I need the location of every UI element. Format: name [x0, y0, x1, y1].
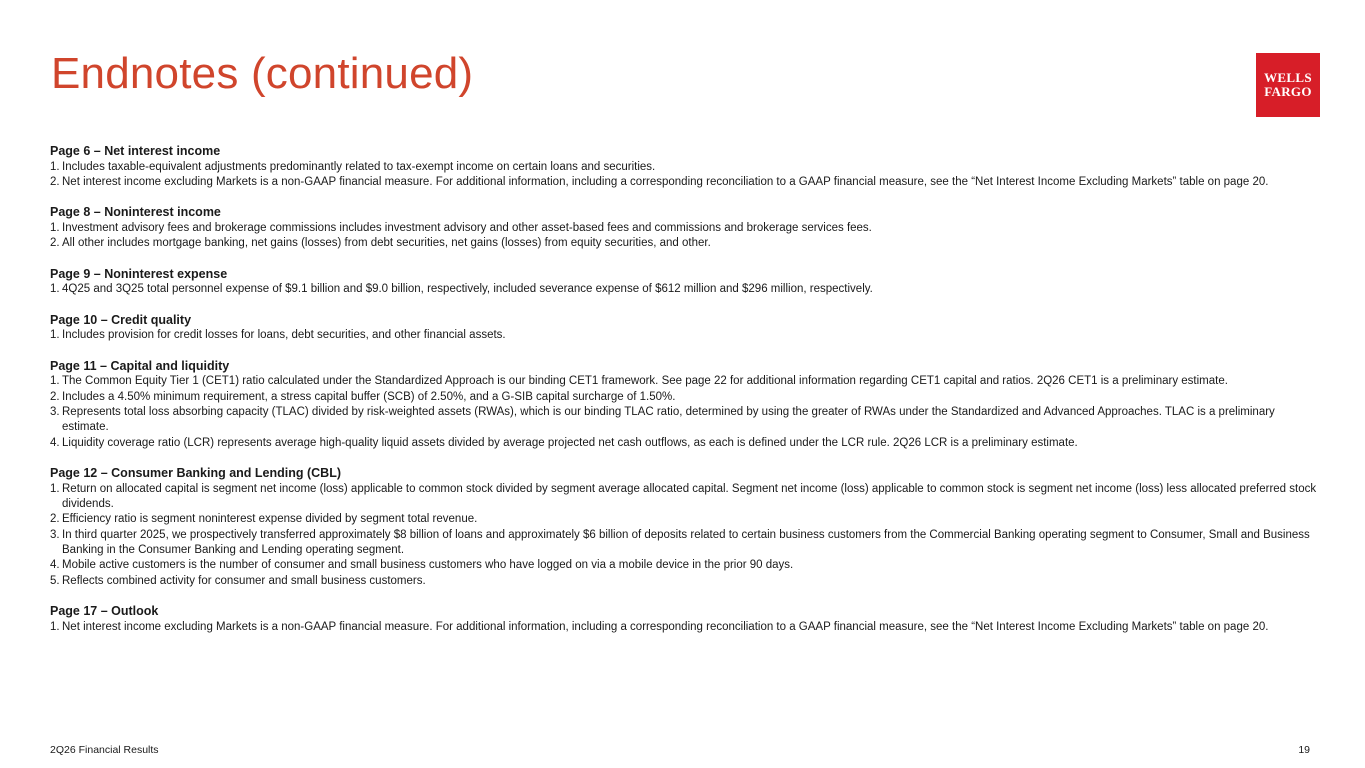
- logo-line-1: WELLS: [1264, 70, 1312, 85]
- endnote-number: 1.: [50, 375, 60, 388]
- section-heading: Page 6 – Net interest income: [50, 144, 221, 158]
- endnote-item: [50, 436, 1320, 451]
- endnote-item: [50, 175, 1320, 190]
- endnote-text: 4Q25 and 3Q25 total personnel expense of $9.1 billion and $9.0 billion, respectively, included severance expense of $612 million and $296 million, respectively.: [62, 283, 873, 296]
- endnote-number: 2.: [50, 175, 60, 188]
- endnote-item: [50, 282, 1320, 297]
- section-heading: Page 10 – Credit quality: [50, 312, 192, 327]
- endnote-text: Return on allocated capital is segment net income (loss) applicable to common stock divided by segment average allocated capital. Segment net income (loss) applicable to common stock is segment net income (loss) less allocated preferred stock dividends.: [62, 482, 1317, 511]
- section-heading: Page 9 – Noninterest expense: [50, 266, 228, 281]
- endnote-section: [50, 466, 1320, 589]
- endnote-item: [50, 512, 1320, 527]
- endnote-text: Reflects combined activity for consumer and small business customers.: [62, 574, 426, 587]
- endnote-number: 1.: [50, 482, 60, 495]
- endnote-number: 5.: [50, 574, 60, 587]
- endnote-item: [50, 160, 1320, 175]
- endnote-item: [50, 236, 1320, 251]
- section-heading: Page 12 – Consumer Banking and Lending (CBL): [50, 466, 342, 481]
- page-number: 19: [1298, 744, 1310, 756]
- endnote-item: [50, 328, 1320, 343]
- endnote-section: [50, 144, 1320, 190]
- endnote-number: 3.: [50, 406, 60, 419]
- endnote-item: [50, 221, 1320, 236]
- endnote-item: [50, 558, 1320, 573]
- endnote-number: 1.: [50, 283, 60, 296]
- endnote-section: [50, 267, 1320, 298]
- endnote-item: [50, 482, 1320, 513]
- endnote-text: Represents total loss absorbing capacity (TLAC) divided by risk-weighted assets (RWAs), which is our binding TLAC ratio, determined by using the greater of RWAs under the Standardized and Advanced Approaches. TLAC is a preliminary estimate.: [62, 406, 1275, 434]
- endnote-number: 2.: [50, 237, 60, 250]
- endnote-text: Liquidity coverage ratio (LCR) represents average high-quality liquid assets divided by average projected net cash outflows, as each is defined under the LCR rule. 2Q26 LCR is a preliminary estimate.: [62, 436, 1078, 449]
- endnote-section: [50, 604, 1320, 635]
- wells-fargo-logo: [1256, 53, 1320, 117]
- endnote-text: Net interest income excluding Markets is a non-GAAP financial measure. For additional information, including a corresponding reconciliation to a GAAP financial measure, see the “Net Interest Income Excluding Markets” table on page 20.: [62, 175, 1269, 188]
- section-heading: Page 11 – Capital and liquidity: [50, 358, 230, 373]
- page-title: Endnotes (continued): [51, 49, 474, 98]
- section-heading: Page 17 – Outlook: [50, 604, 159, 619]
- endnote-item: [50, 574, 1320, 589]
- footer-label: 2Q26 Financial Results: [50, 744, 159, 756]
- endnote-text: The Common Equity Tier 1 (CET1) ratio calculated under the Standardized Approach is our binding CET1 framework. See page 22 for additional information regarding CET1 capital and ratios. 2Q26 CET1 is a preliminary estimate.: [62, 375, 1228, 388]
- section-heading: Page 8 – Noninterest income: [50, 205, 221, 220]
- endnote-number: 2.: [50, 390, 60, 403]
- endnote-section: [50, 359, 1320, 451]
- endnote-text: Net interest income excluding Markets is a non-GAAP financial measure. For additional information, including a corresponding reconciliation to a GAAP financial measure, see the “Net Interest Income Excluding Markets” table on page 20.: [62, 620, 1269, 633]
- endnote-text: Investment advisory fees and brokerage commissions includes investment advisory and other asset-based fees and commissions and brokerage services fees.: [62, 221, 872, 234]
- endnote-item: [50, 390, 1320, 405]
- endnote-number: 4.: [50, 436, 60, 449]
- endnotes-body: [50, 144, 1320, 650]
- endnote-section: [50, 313, 1320, 344]
- endnote-number: 1.: [50, 329, 60, 342]
- endnote-number: 3.: [50, 528, 60, 541]
- endnote-item: [50, 405, 1320, 436]
- endnote-number: 1.: [50, 620, 60, 633]
- logo-line-2: FARGO: [1264, 84, 1312, 99]
- endnote-text: In third quarter 2025, we prospectively transferred approximately $8 billion of loans and approximately $6 billion of deposits related to certain business customers from the Commercial Banking operating segment to Consumer, Small and Business Banking in the Consumer Banking and Lending operating segment.: [62, 528, 1310, 556]
- endnote-item: [50, 620, 1320, 635]
- endnote-text: Includes taxable-equivalent adjustments predominantly related to tax-exempt income on certain loans and securities.: [62, 160, 656, 173]
- endnote-number: 1.: [50, 160, 60, 173]
- endnote-item: [50, 374, 1320, 389]
- endnote-text: Mobile active customers is the number of consumer and small business customers who have logged on via a mobile device in the prior 90 days.: [62, 559, 794, 572]
- endnote-text: Includes provision for credit losses for loans, debt securities, and other financial assets.: [62, 329, 506, 342]
- endnote-text: All other includes mortgage banking, net gains (losses) from debt securities, net gains (losses) from equity securities, and other.: [62, 237, 711, 250]
- endnote-text: Includes a 4.50% minimum requirement, a stress capital buffer (SCB) of 2.50%, and a G-SIB capital surcharge of 1.50%.: [62, 390, 676, 403]
- endnote-section: [50, 205, 1320, 251]
- endnote-number: 4.: [50, 559, 60, 572]
- endnote-number: 1.: [50, 221, 60, 234]
- endnote-text: Efficiency ratio is segment noninterest expense divided by segment total revenue.: [62, 513, 478, 526]
- endnote-number: 2.: [50, 513, 60, 526]
- endnote-item: [50, 528, 1320, 559]
